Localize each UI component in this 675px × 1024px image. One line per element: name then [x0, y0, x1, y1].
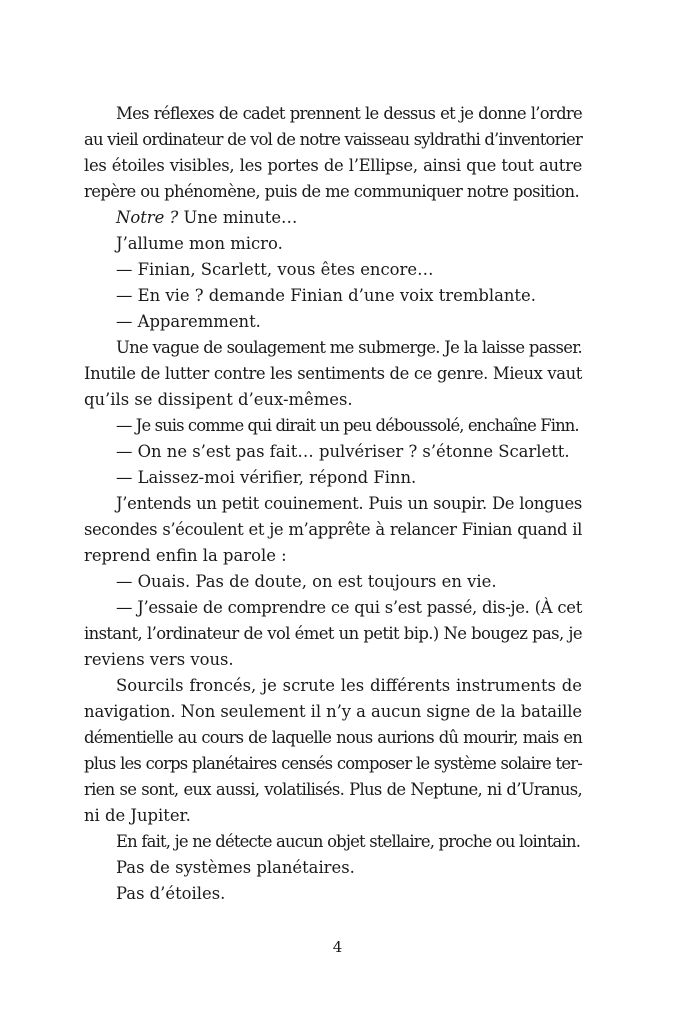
text-line: Une vague de soulagement me submerge. Je la laisse passer.	[116, 338, 583, 357]
text-line: les étoiles visibles, les portes de l’Ellipse, ainsi que tout autre	[84, 156, 582, 175]
text-line: démentielle au cours de laquelle nous aurions dû mourir, mais en	[84, 728, 582, 747]
dialogue-line: — Ouais. Pas de doute, on est toujours en vie.	[116, 572, 497, 591]
dialogue-line: — Je suis comme qui dirait un peu déboussolé, enchaîne Finn.	[116, 416, 579, 435]
text-line: au vieil ordinateur de vol de notre vaisseau syldrathi d’inventorier	[84, 130, 582, 149]
text-line: En fait, je ne détecte aucun objet stellaire, proche ou lointain.	[116, 832, 581, 851]
dialogue-line: — J’essaie de comprendre ce qui s’est passé, dis-je. (À cet	[116, 598, 582, 617]
text-line: Pas de systèmes planétaires.	[116, 858, 355, 877]
text-line: instant, l’ordinateur de vol émet un petit bip.) Ne bougez pas, je	[84, 624, 582, 643]
text-line: secondes s’écoulent et je m’apprête à relancer Finian quand il	[84, 520, 582, 539]
text-line: J’allume mon micro.	[116, 234, 283, 253]
text-line: reviens vers vous.	[84, 650, 234, 669]
dialogue-line: — Finian, Scarlett, vous êtes encore…	[116, 260, 434, 279]
text-fragment: Une minute…	[178, 208, 298, 227]
dialogue-line: — On ne s’est pas fait… pulvériser ? s’étonne Scarlett.	[116, 442, 570, 461]
text-line: ni de Jupiter.	[84, 806, 191, 825]
text-line	[84, 205, 582, 231]
text-line: rien se sont, eux aussi, volatilisés. Plus de Neptune, ni d’Uranus,	[84, 780, 582, 799]
text-line: plus les corps planétaires censés composer le système solaire ter-	[84, 754, 582, 773]
text-line: J’entends un petit couinement. Puis un soupir. De longues	[116, 494, 582, 513]
text-line: Inutile de lutter contre les sentiments de ce genre. Mieux vaut	[84, 364, 582, 383]
dialogue-line: — Laissez-moi vérifier, répond Finn.	[116, 468, 417, 487]
body-text	[84, 101, 582, 907]
dialogue-line: — En vie ? demande Finian d’une voix tremblante.	[116, 286, 536, 305]
page-number: 4	[332, 938, 343, 956]
dialogue-line: — Apparemment.	[116, 312, 261, 331]
text-line: navigation. Non seulement il n’y a aucun signe de la bataille	[84, 702, 582, 721]
text-line: Sourcils froncés, je scrute les différents instruments de	[116, 676, 582, 695]
text-line: repère ou phénomène, puis de me communiquer notre position.	[84, 182, 580, 201]
italic-emphasis: Notre ?	[116, 208, 179, 227]
text-line: qu’ils se dissipent d’eux-mêmes.	[84, 390, 353, 409]
text-line: Pas d’étoiles.	[116, 884, 226, 903]
text-line: reprend enfin la parole :	[84, 546, 287, 565]
text-line: Mes réflexes de cadet prennent le dessus et je donne l’ordre	[116, 104, 582, 123]
